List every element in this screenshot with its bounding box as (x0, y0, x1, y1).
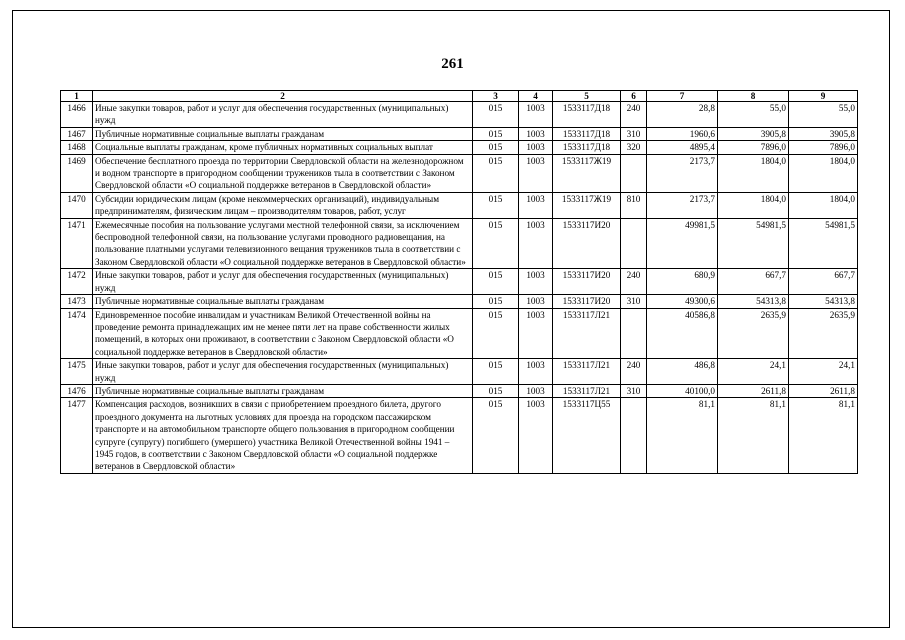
row-target-code-cell: 1533117Ж19 (553, 192, 621, 218)
row-number-cell: 1476 (61, 384, 93, 397)
row-expense-type-cell: 310 (621, 295, 647, 308)
table-row (61, 192, 858, 218)
table-row (61, 102, 858, 128)
row-target-code-cell: 1533117Д18 (553, 127, 621, 140)
row-expense-type-cell (621, 308, 647, 359)
table-row (61, 218, 858, 269)
table-row (61, 308, 858, 359)
row-name-cell: Компенсация расходов, возникших в связи с приобретением проездного билета, другого проездного документа на льготных условиях для проезда на городском пассажирском транспорте и на автомобильном транспорте общего пользования в пригородном сообщении супруге (супругу) погибшего (умершего) участника Великой Отечественной войны 1941 – 1945 годов, в соответствии с Законом Свердловской области «О социальной поддержке ветеранов в Свердловской области» (93, 398, 473, 473)
table-row (61, 141, 858, 154)
table-row (61, 295, 858, 308)
row-value-col9-cell: 81,1 (789, 398, 858, 473)
row-number-cell: 1474 (61, 308, 93, 359)
row-number-cell: 1467 (61, 127, 93, 140)
row-value-col9-cell: 54981,5 (789, 218, 858, 269)
row-name-cell: Иные закупки товаров, работ и услуг для обеспечения государственных (муниципальных) нужд (93, 269, 473, 295)
table-row (61, 398, 858, 473)
row-value-col9-cell: 667,7 (789, 269, 858, 295)
row-target-code-cell: 1533117И20 (553, 218, 621, 269)
table-row (61, 359, 858, 385)
row-name-cell: Субсидии юридическим лицам (кроме некоммерческих организаций), индивидуальным предпринимателям, физическим лицам – производителям товаров, работ, услуг (93, 192, 473, 218)
row-ministry-code-cell: 015 (473, 154, 519, 192)
row-section-code-cell: 1003 (519, 359, 553, 385)
row-target-code-cell: 1533117Л21 (553, 384, 621, 397)
row-section-code-cell: 1003 (519, 102, 553, 128)
row-value-col7-cell: 49300,6 (647, 295, 718, 308)
row-expense-type-cell: 240 (621, 269, 647, 295)
row-value-col8-cell: 55,0 (718, 102, 789, 128)
row-value-col9-cell: 2611,8 (789, 384, 858, 397)
row-ministry-code-cell: 015 (473, 192, 519, 218)
row-ministry-code-cell: 015 (473, 308, 519, 359)
row-number-cell: 1470 (61, 192, 93, 218)
row-expense-type-cell: 310 (621, 384, 647, 397)
budget-table (60, 90, 858, 474)
row-value-col7-cell: 49981,5 (647, 218, 718, 269)
row-expense-type-cell: 310 (621, 127, 647, 140)
row-value-col8-cell: 3905,8 (718, 127, 789, 140)
row-value-col9-cell: 55,0 (789, 102, 858, 128)
row-section-code-cell: 1003 (519, 308, 553, 359)
row-section-code-cell: 1003 (519, 384, 553, 397)
row-ministry-code-cell: 015 (473, 141, 519, 154)
row-ministry-code-cell: 015 (473, 218, 519, 269)
table-body (61, 102, 858, 474)
row-name-cell: Обеспечение бесплатного проезда по территории Свердловской области на железнодорожном и водном транспорте в пригородном сообщении тружеников тыла в соответствии с Законом Свердловской области «О социальной поддержке ветеранов в Свердловской области» (93, 154, 473, 192)
row-section-code-cell: 1003 (519, 141, 553, 154)
row-ministry-code-cell: 015 (473, 127, 519, 140)
row-section-code-cell: 1003 (519, 127, 553, 140)
row-number-cell: 1468 (61, 141, 93, 154)
row-value-col9-cell: 24,1 (789, 359, 858, 385)
row-ministry-code-cell: 015 (473, 384, 519, 397)
row-value-col8-cell: 7896,0 (718, 141, 789, 154)
column-header-6: 6 (621, 91, 647, 102)
row-number-cell: 1477 (61, 398, 93, 473)
row-value-col8-cell: 24,1 (718, 359, 789, 385)
row-value-col8-cell: 2611,8 (718, 384, 789, 397)
row-target-code-cell: 1533117Л21 (553, 308, 621, 359)
column-header-8: 8 (718, 91, 789, 102)
row-ministry-code-cell: 015 (473, 269, 519, 295)
row-value-col8-cell: 81,1 (718, 398, 789, 473)
row-section-code-cell: 1003 (519, 269, 553, 295)
row-name-cell: Публичные нормативные социальные выплаты гражданам (93, 127, 473, 140)
row-value-col9-cell: 1804,0 (789, 154, 858, 192)
row-number-cell: 1469 (61, 154, 93, 192)
row-expense-type-cell: 810 (621, 192, 647, 218)
row-value-col8-cell: 667,7 (718, 269, 789, 295)
row-value-col8-cell: 54981,5 (718, 218, 789, 269)
row-value-col7-cell: 2173,7 (647, 154, 718, 192)
row-value-col9-cell: 3905,8 (789, 127, 858, 140)
table-row (61, 269, 858, 295)
row-section-code-cell: 1003 (519, 154, 553, 192)
row-expense-type-cell (621, 154, 647, 192)
column-header-2: 2 (93, 91, 473, 102)
row-target-code-cell: 1533117Ж19 (553, 154, 621, 192)
row-number-cell: 1472 (61, 269, 93, 295)
row-ministry-code-cell: 015 (473, 295, 519, 308)
row-target-code-cell: 1533117Д18 (553, 102, 621, 128)
row-name-cell: Единовременное пособие инвалидам и участникам Великой Отечественной войны на проведение ремонта принадлежащих им не менее пяти лет на праве собственности жилых помещений, в которых они проживают, в соответствии с Законом Свердловской области «О социальной поддержке ветеранов в Свердловской области» (93, 308, 473, 359)
row-value-col9-cell: 1804,0 (789, 192, 858, 218)
row-name-cell: Публичные нормативные социальные выплаты гражданам (93, 295, 473, 308)
row-value-col7-cell: 1960,6 (647, 127, 718, 140)
row-value-col8-cell: 1804,0 (718, 154, 789, 192)
row-value-col7-cell: 81,1 (647, 398, 718, 473)
row-ministry-code-cell: 015 (473, 398, 519, 473)
row-value-col7-cell: 40586,8 (647, 308, 718, 359)
row-target-code-cell: 1533117Ц55 (553, 398, 621, 473)
row-ministry-code-cell: 015 (473, 359, 519, 385)
row-section-code-cell: 1003 (519, 398, 553, 473)
page-number: 261 (441, 56, 464, 72)
table-row (61, 127, 858, 140)
row-target-code-cell: 1533117Л21 (553, 359, 621, 385)
row-target-code-cell: 1533117И20 (553, 295, 621, 308)
row-name-cell: Социальные выплаты гражданам, кроме публичных нормативных социальных выплат (93, 141, 473, 154)
column-header-3: 3 (473, 91, 519, 102)
column-header-7: 7 (647, 91, 718, 102)
row-target-code-cell: 1533117Д18 (553, 141, 621, 154)
row-name-cell: Иные закупки товаров, работ и услуг для обеспечения государственных (муниципальных) нужд (93, 102, 473, 128)
row-name-cell: Иные закупки товаров, работ и услуг для обеспечения государственных (муниципальных) нужд (93, 359, 473, 385)
row-value-col7-cell: 4895,4 (647, 141, 718, 154)
row-number-cell: 1473 (61, 295, 93, 308)
table-header-row (61, 91, 858, 102)
column-header-4: 4 (519, 91, 553, 102)
row-value-col9-cell: 54313,8 (789, 295, 858, 308)
row-value-col8-cell: 2635,9 (718, 308, 789, 359)
column-header-5: 5 (553, 91, 621, 102)
row-target-code-cell: 1533117И20 (553, 269, 621, 295)
row-expense-type-cell (621, 218, 647, 269)
row-value-col8-cell: 54313,8 (718, 295, 789, 308)
row-section-code-cell: 1003 (519, 295, 553, 308)
column-header-9: 9 (789, 91, 858, 102)
row-name-cell: Публичные нормативные социальные выплаты гражданам (93, 384, 473, 397)
row-expense-type-cell: 320 (621, 141, 647, 154)
row-value-col7-cell: 28,8 (647, 102, 718, 128)
row-value-col7-cell: 486,8 (647, 359, 718, 385)
table-row (61, 154, 858, 192)
row-section-code-cell: 1003 (519, 192, 553, 218)
row-number-cell: 1475 (61, 359, 93, 385)
row-value-col9-cell: 2635,9 (789, 308, 858, 359)
row-value-col7-cell: 2173,7 (647, 192, 718, 218)
row-expense-type-cell (621, 398, 647, 473)
row-expense-type-cell: 240 (621, 359, 647, 385)
row-value-col8-cell: 1804,0 (718, 192, 789, 218)
row-value-col7-cell: 40100,0 (647, 384, 718, 397)
row-ministry-code-cell: 015 (473, 102, 519, 128)
table-row (61, 384, 858, 397)
row-value-col7-cell: 680,9 (647, 269, 718, 295)
row-number-cell: 1471 (61, 218, 93, 269)
row-expense-type-cell: 240 (621, 102, 647, 128)
column-header-1: 1 (61, 91, 93, 102)
row-section-code-cell: 1003 (519, 218, 553, 269)
row-number-cell: 1466 (61, 102, 93, 128)
row-name-cell: Ежемесячные пособия на пользование услугами местной телефонной связи, за исключением беспроводной телефонной связи, на пользование услугами проводного радиовещания, на пользование платными услугами телевизионного вещания тружеников тыла в соответствии с Законом Свердловской области «О социальной поддержке ветеранов в Свердловской области» (93, 218, 473, 269)
row-value-col9-cell: 7896,0 (789, 141, 858, 154)
